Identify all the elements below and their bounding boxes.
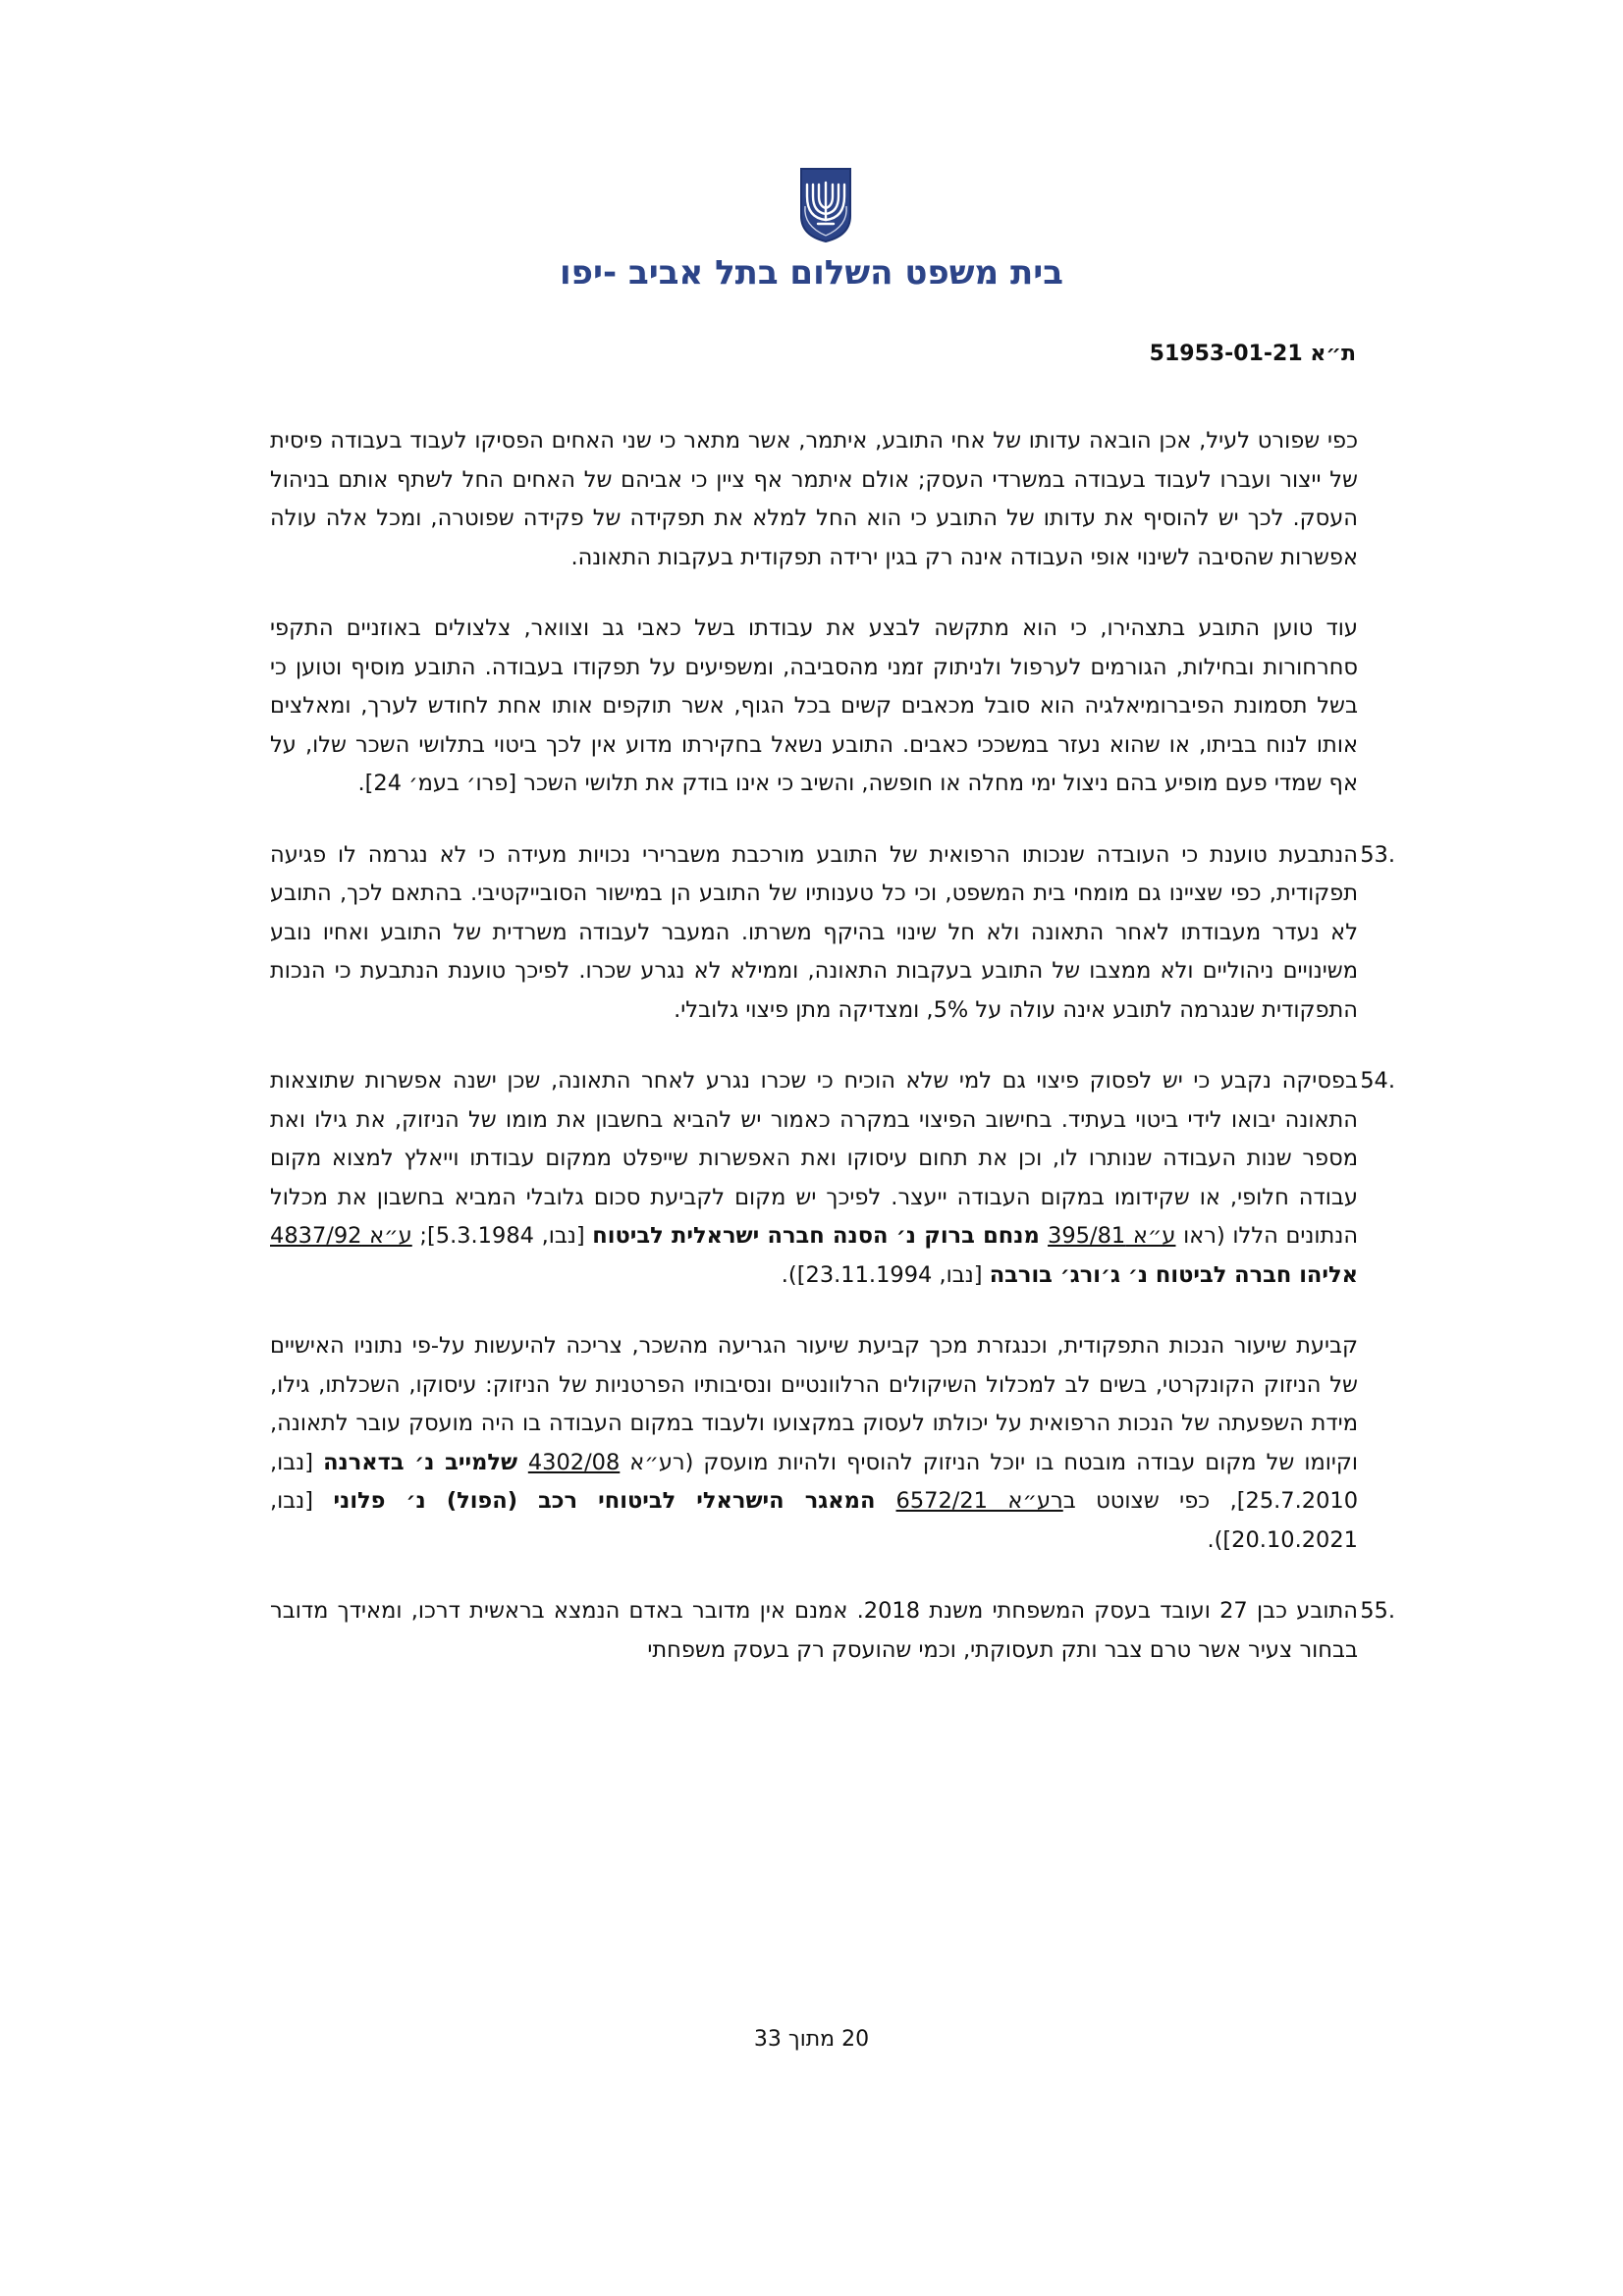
paragraph-functional-disability	[270, 1327, 1358, 1560]
court-name: בית משפט השלום בתל אביב -יפו	[560, 253, 1063, 293]
citation-link-6572-21[interactable]: 6572/21	[895, 1488, 988, 1514]
paragraph-number: 54.	[1360, 1068, 1395, 1094]
state-emblem-icon	[797, 167, 854, 243]
citation-link-4837-92[interactable]: ע״א 4837/92	[270, 1223, 412, 1249]
paragraph-number: 55.	[1360, 1598, 1395, 1624]
citation-connector: כפי שצוטט ב	[1062, 1488, 1230, 1514]
paragraph-text: התובע כבן 27 ועובד בעסק המשפחתי משנת 2018. אמנם אין מדובר באדם הנמצא בראשית דרכו, ומאידך מדובר בבחור צעיר אשר טרם צבר ותק תעסוקתי, וכמי שהועסק רק בעסק משפחתי	[270, 1598, 1358, 1663]
paragraph-continuation: כפי שפורט לעיל, אכן הובאה עדותו של אחי התובע, איתמר, אשר מתאר כי שני האחים הפסיקו לעבוד בעבודה פיסית של ייצור ועברו לעבוד בעבודה במשרדי העסק; אולם איתמר אף ציין כי אביהם של האחים החל לשתף אותם בניהול העסק. לכך יש להוסיף את עדותו של התובע כי הוא החל למלא את תפקידה של פקידה שפוטרה, ומכל אלה עולה אפשרות שהסיבה לשינוי אופי העבודה אינה רק בגין ירידה תפקודית בעקבות התאונה.	[270, 428, 1358, 570]
paragraph-text: הנתבעת טוענת כי העובדה שנכותו הרפואית של התובע מורכבת משברירי נכויות מעידה כי לא נגרמה לו פגיעה תפקודית, כפי שציינו גם מומחי בית המשפט, וכי כל טענותיו של התובע הן במישור הסובייקטיבי. בהתאם לכך, התובע לא נעדר מעבודתו לאחר התאונה ולא חל שינוי בהיקף משרתו. המעבר לעבודה משרדית של התובע ואחיו נובע משינויים ניהוליים ולא ממצבו של התובע בעקבות התאונה, וממילא לא נגרע שכרו. לפיכך טוענת הנתבעת כי הנכות התפקודית שנגרמה לתובע אינה עולה על 5%, ומצדיקה מתן פיצוי גלובלי.	[270, 841, 1358, 1023]
citation-prefix: ע״א	[1125, 1223, 1176, 1249]
citation-link-4302-08[interactable]: 4302/08	[527, 1449, 621, 1475]
citation-details: [נבו, 5.3.1984];	[411, 1223, 593, 1249]
citation-case-name: מנחם ברוק נ׳ הסנה חברה ישראלית לביטוח	[592, 1223, 1049, 1249]
citation-case-name: אליהו חברה לביטוח נ׳ ג׳ורג׳ בורבה	[989, 1261, 1358, 1288]
paragraph-55	[270, 1592, 1395, 1670]
citation-case-name: שלמייב נ׳ בדארנה	[323, 1449, 528, 1475]
paragraph-text: קביעת שיעור הנכות התפקודית, וכנגזרת מכך קביעת שיעור הגריעה מהשכר, צריכה להיעשות על-פי נתוניו האישיים של הניזוק הקונקרטי, בשים לב למכלול השיקולים הרלוונטיים ונסיבותיו הפרטניות של הניזוק: עיסוקו, השכלתו, גילו, מידת השפעתה של הנכות הרפואית על יכולתו לעסוק במקצועו ולעבוד במקום העבודה בו היה מועסק עובר לתאונה, וקיומו של מקום עבודה מובטח בו יוכל הניזוק להוסיף ולהיות מועסק	[270, 1333, 1359, 1475]
citation-open: (רע״א	[620, 1449, 694, 1475]
citation-case-name: המאגר הישראלי לביטוחי רכב (הפול) נ׳ פלוני	[333, 1488, 896, 1514]
paragraph-text: בפסיקה נקבע כי יש לפסוק פיצוי גם למי שלא הוכיח כי שכרו נגרע לאחר התאונה, שכן ישנה אפשרות שתוצאות התאונה יבואו לידי ביטוי בעתיד. בחישוב הפיצוי במקרה כאמור יש להביא בחשבון את מומו של הניזוק, את גילו ואת מספר שנות העבודה שנותרו לו, וכן את תחום עיסוקו ואת האפשרות שייפלט ממקום עבודתו וייאלץ למצוא מקום עבודה חלופי, או שקידומו במקום העבודה ייעצר. לפיכך יש מקום לקביעת סכום גלובלי המביא בחשבון את מכלול הנתונים הללו	[270, 1068, 1359, 1249]
paragraph-53	[270, 836, 1395, 1031]
paragraph-number: 53.	[1360, 841, 1395, 868]
citation-details: [נבו, 23.11.1994]).	[781, 1261, 990, 1288]
citation-details: [נבו, 20.10.2021]).	[270, 1488, 1358, 1553]
document-body	[270, 422, 1395, 1702]
paragraph-54	[270, 1062, 1395, 1295]
citation-prefix: רע״א	[988, 1488, 1063, 1514]
citation-details: [נבו, 25.7.2010],	[270, 1449, 1359, 1514]
paragraph-plaintiff-claims: עוד טוען התובע בתצהירו, כי הוא מתקשה לבצע את עבודתו בשל כאבי גב וצוואר, צלצולים באוזניים התקפי סחרחורות ובחילות, הגורמים לערפול ולניתוק זמני מהסביבה, ומשפיעים על תפקודו בעבודה. התובע מוסיף וטוען כי בשל תסמונת הפיברומיאלגיה הוא סובל מכאבים קשים בכל הגוף, אשר תוקפים אותו אחת לחודש לערך, ומאלצים אותו לנוח בביתו, או שהוא נעזר במשככי כאבים. התובע נשאל בחקירתו מדוע אין לכך ביטוי בתלושי השכר שלו, על אף שמדי פעם מופיע בהם ניצול ימי מחלה או חופשה, והשיב כי אינו בודק את תלושי השכר [פרו׳ בעמ׳ 24].	[270, 615, 1358, 796]
page-number: 20 מתוך 33	[753, 2027, 870, 2052]
citation-link-395-81[interactable]: 395/81	[1048, 1223, 1126, 1249]
case-number: ת״א 51953-01-21	[1149, 342, 1356, 366]
citation-open: (ראו	[1175, 1223, 1225, 1249]
